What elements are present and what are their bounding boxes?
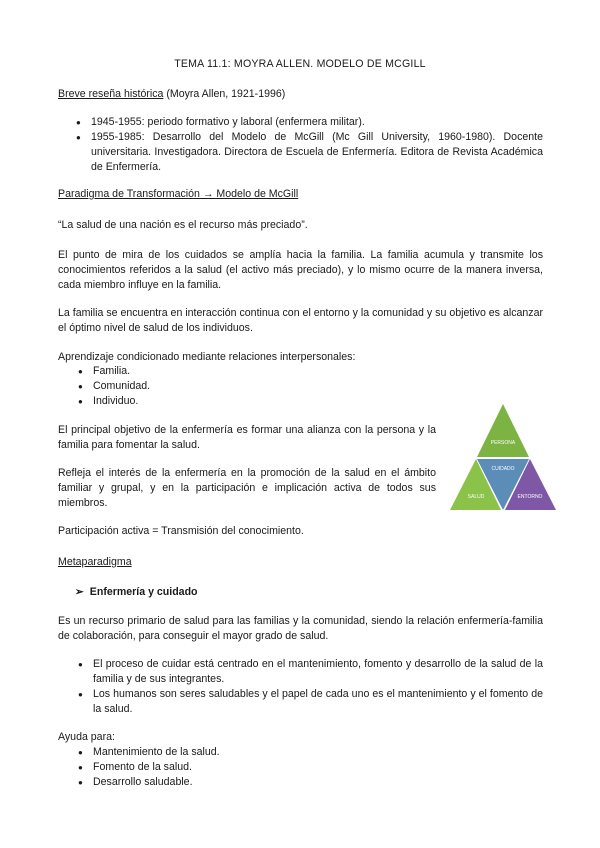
bullet-icon: ● — [78, 763, 83, 772]
list-item: ● Desarrollo saludable. — [78, 776, 193, 788]
paragraph: Refleja el interés de la enfermería en la promoción de la salud en el ámbito familiar y grupal, y en la participación e implicación activa de todos sus miembros. — [58, 467, 436, 509]
paragraph: El punto de mira de los cuidados se amplía hacia la familia. La familia acumula y transmite los conocimientos referidos a la salud (el activo más preciado), y lo mismo ocurre de la manera inversa, cada miembro influye en la familia. — [58, 249, 543, 291]
pyramid-top-triangle — [477, 404, 529, 457]
list-item: ● Comunidad. — [78, 380, 151, 392]
learning-intro: Aprendizaje condicionado mediante relaciones interpersonales: — [58, 351, 356, 363]
bullet-icon: ● — [78, 397, 83, 406]
pyramid-label-left: SALUD — [467, 494, 485, 500]
learning-list — [78, 364, 393, 409]
pyramid-label-center: CUIDADO — [491, 466, 515, 472]
history-list — [76, 115, 543, 175]
paragraph: Es un recurso primario de salud para las familias y la comunidad, siendo la relación enfermería-familia de colaboración, para conseguir el mayor grado de salud. — [58, 615, 543, 642]
bullet-icon: ● — [76, 118, 81, 127]
bullet-icon: ● — [78, 748, 83, 757]
bullet-icon: ● — [78, 367, 83, 376]
help-intro: Ayuda para: — [58, 731, 115, 743]
metaparadigm-list — [78, 657, 543, 717]
quote: “La salud de una nación es el recurso más preciado”. — [58, 219, 308, 231]
pyramid-label-top: PERSONA — [490, 440, 516, 446]
list-item: ● El proceso de cuidar está centrado en el mantenimiento, fomento y desarrollo de la salud de la familia y de sus integrantes. — [78, 658, 543, 685]
paradigm-heading: Paradigma de Transformación → Modelo de McGill — [58, 188, 299, 200]
pyramid-diagram — [448, 402, 558, 512]
help-list — [78, 745, 393, 790]
arrowhead-icon: ➢ — [75, 586, 84, 598]
list-item: ● Los humanos son seres saludables y el papel de cada uno es el mantenimiento y el fomento de la salud. — [78, 688, 543, 715]
list-item: ● Familia. — [78, 365, 131, 377]
list-item: ● Individuo. — [78, 395, 139, 407]
paragraph: El principal objetivo de la enfermería es formar una alianza con la persona y la familia para fomentar la salud. — [58, 424, 436, 451]
bullet-icon: ● — [78, 382, 83, 391]
bullet-icon: ● — [76, 133, 81, 142]
list-item: ● 1955-1985: Desarrollo del Modelo de McGill (Mc Gill University, 1960-1980). Docente universitaria. Investigadora. Directora de Escuela de Enfermería. Editora de Revista Académica de Enfermería. — [76, 131, 543, 173]
paragraph: La familia se encuentra en interacción continua con el entorno y la comunidad y su objetivo es alcanzar el óptimo nivel de salud de los individuos. — [58, 307, 543, 334]
bullet-icon: ● — [78, 778, 83, 787]
history-heading-suffix: (Moyra Allen, 1921-1996) — [163, 88, 286, 100]
list-item: ● Mantenimiento de la salud. — [78, 746, 220, 758]
bullet-icon: ● — [78, 690, 83, 699]
bullet-icon: ● — [78, 660, 83, 669]
list-item: ● Fomento de la salud. — [78, 761, 192, 773]
metaparadigm-heading: Metaparadigma — [58, 556, 132, 568]
pyramid-label-right: ENTORNO — [517, 494, 543, 500]
page-title: TEMA 11.1: MOYRA ALLEN. MODELO DE MCGILL — [174, 58, 426, 70]
paragraph: Participación activa = Transmisión del conocimiento. — [58, 525, 304, 537]
subheading: ➢ Enfermería y cuidado — [75, 586, 198, 598]
list-item: ● 1945-1955: periodo formativo y laboral (enfermera militar). — [76, 116, 365, 128]
history-heading-line — [58, 87, 543, 102]
history-heading: Breve reseña histórica — [58, 88, 164, 100]
